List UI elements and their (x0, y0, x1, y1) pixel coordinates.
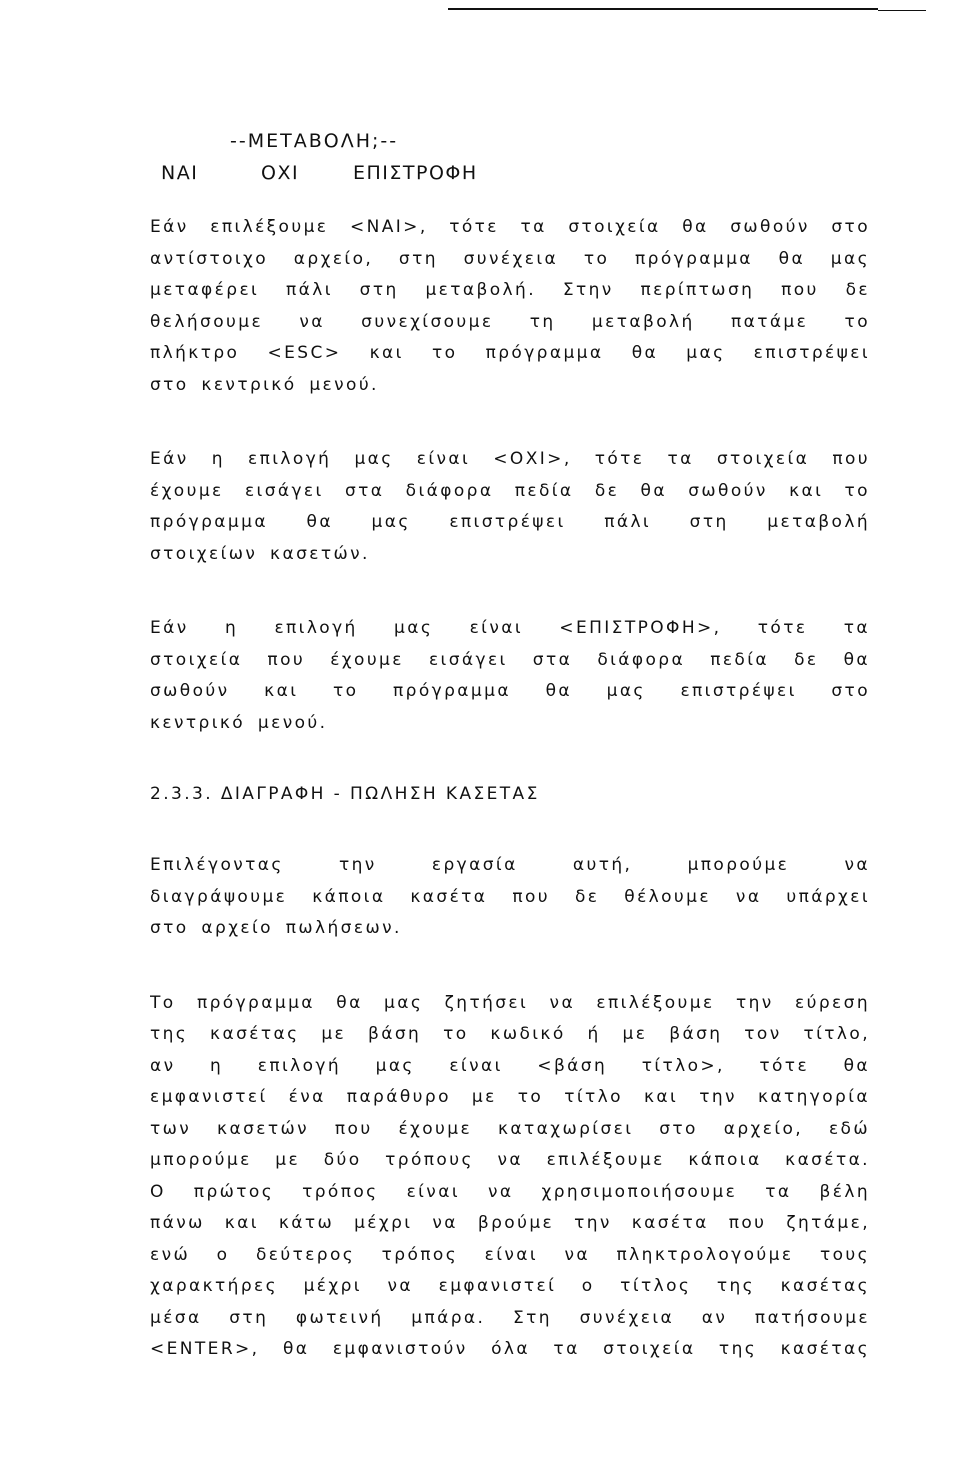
text-line: κεντρικό μενού. (150, 712, 328, 733)
text-line: πάνω και κάτω μέχρι να βρούμε την κασέτα που ζητάμε, (150, 1213, 870, 1233)
text-line: στοιχεία που έχουμε εισάγει στα διάφορα πεδία δε θα (150, 649, 870, 670)
text-line: Εάν η επιλογή μας είναι <ΕΠΙΣΤΡΟΦΗ>, τότε τα (150, 618, 870, 638)
text-line: των κασετών που έχουμε καταχωρίσει στο αρχείο, εδώ (150, 1118, 870, 1139)
text-line: έχουμε εισάγει στα διάφορα πεδία δε θα σωθούν και το (150, 480, 870, 501)
text-line: <ENTER>, θα εμφανιστούν όλα τα στοιχεία της κασέτας (150, 1339, 870, 1359)
text-line: στο αρχείο πωλήσεων. (150, 918, 402, 938)
text-line: Εάν επιλέξουμε <ΝΑΙ>, τότε τα στοιχεία θα σωθούν στο (150, 217, 870, 237)
menu-options (150, 156, 870, 190)
document-page (150, 126, 870, 1366)
text-line: Επιλέγοντας την εργασία αυτή, μπορούμε να (150, 855, 870, 875)
text-line: πρόγραμμα θα μας επιστρέψει πάλι στη μεταβολή (150, 512, 870, 532)
text-line: μέσα στη φωτεινή μπάρα. Στη συνέχεια αν πατήσουμε (150, 1307, 870, 1328)
text-line: αντίστοιχο αρχείο, στη συνέχεια το πρόγραμμα θα μας (150, 248, 870, 269)
text-line: στο κεντρικό μενού. (150, 374, 379, 395)
text-line: χαρακτήρες μέχρι να εμφανιστεί ο τίτλος της κασέτας (150, 1276, 870, 1296)
menu-title: --ΜΕΤΑΒΟΛΗ;-- (230, 130, 399, 152)
paragraph-yes (150, 212, 870, 401)
text-line: μπορούμε με δύο τρόπους να επιλέξουμε κάποια κασέτα. (150, 1150, 870, 1170)
text-line: εμφανιστεί ένα παράθυρο με το τίτλο και την κατηγορία (150, 1087, 870, 1107)
text-line: μεταφέρει πάλι στη μεταβολή. Στην περίπτωση που δε (150, 280, 870, 300)
scan-artifact-line (448, 8, 878, 10)
section-heading: 2.3.3. ΔΙΑΓΡΑΦΗ - ΠΩΛΗΣΗ ΚΑΣΕΤΑΣ (150, 784, 540, 804)
menu-option-no: ΟΧΙ (261, 162, 300, 184)
scan-artifact-line (878, 10, 926, 11)
text-line: στοιχείων κασετών. (150, 543, 370, 564)
text-line: θελήσουμε να συνεχίσουμε τη μεταβολή πατάμε το (150, 311, 870, 332)
text-line: Το πρόγραμμα θα μας ζητήσει να επιλέξουμε την εύρεση (150, 992, 870, 1013)
text-line: σωθούν και το πρόγραμμα θα μας επιστρέψει στο (150, 681, 870, 701)
menu-option-yes: ΝΑΙ (161, 162, 199, 184)
paragraph-no (150, 444, 870, 570)
text-line: αν η επιλογή μας είναι <βάση τίτλο>, τότε θα (150, 1055, 870, 1076)
text-line: της κασέτας με βάση το κωδικό ή με βάση τον τίτλο, (150, 1024, 870, 1044)
text-line: Ο πρώτος τρόπος είναι να χρησιμοποιήσουμε τα βέλη (150, 1181, 870, 1202)
paragraph-delete-intro (150, 850, 870, 945)
text-line: πλήκτρο <ESC> και το πρόγραμμα θα μας επιστρέψει (150, 343, 870, 363)
menu-option-return: ΕΠΙΣΤΡΟΦΗ (353, 162, 478, 184)
paragraph-delete-details (150, 988, 870, 1366)
text-line: διαγράψουμε κάποια κασέτα που δε θέλουμε να υπάρχει (150, 886, 870, 907)
text-line: ενώ ο δεύτερος τρόπος είναι να πληκτρολογούμε τους (150, 1244, 870, 1265)
paragraph-return (150, 613, 870, 739)
text-line: Εάν η επιλογή μας είναι <ΟΧΙ>, τότε τα στοιχεία που (150, 449, 870, 469)
